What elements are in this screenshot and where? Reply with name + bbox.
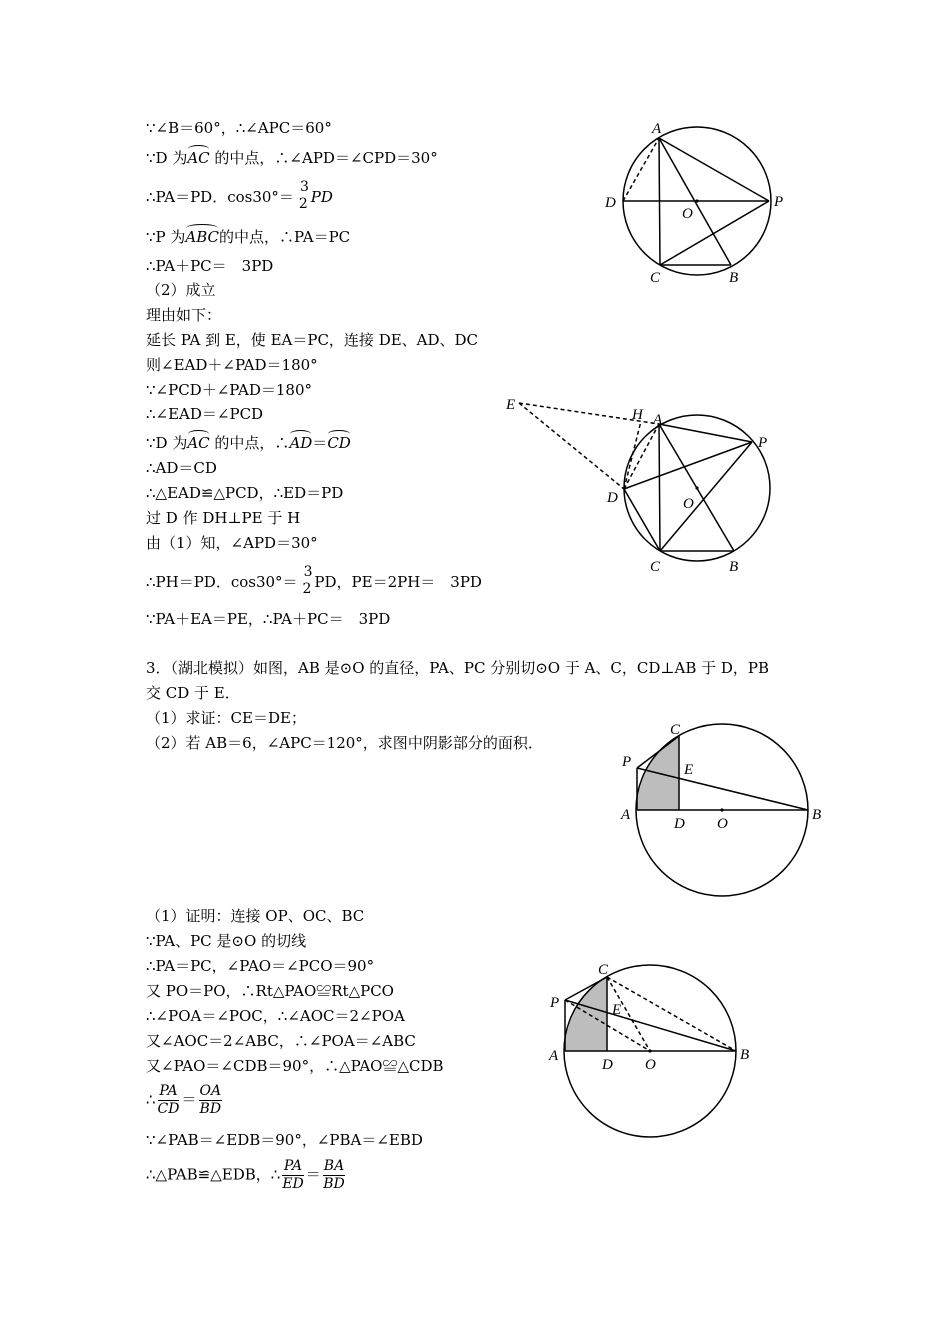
problem-statement: （1）求证：CE＝DE； — [146, 709, 306, 727]
label-P: P — [758, 435, 768, 451]
label-B: B — [740, 1047, 750, 1063]
label-E: E — [684, 762, 694, 778]
label-P: P — [774, 194, 784, 210]
text-line: ∴PH＝PD．cos30°＝32 PD，PE＝2PH＝ 3PD — [146, 564, 482, 597]
text-line: 又 PO＝PO，∴Rt△PAO≌Rt△PCO — [146, 982, 394, 1000]
label-O: O — [683, 496, 694, 512]
label-O: O — [645, 1057, 656, 1073]
label-C: C — [650, 270, 661, 286]
label-C: C — [650, 559, 661, 575]
text-line: 又∠PAO＝∠CDB＝90°，∴△PAO≌△CDB — [146, 1057, 444, 1075]
problem-statement: 交 CD 于 E． — [146, 684, 240, 702]
text-line: ∴PA＝PD．cos30°＝32 PD — [146, 179, 333, 212]
label-B: B — [729, 559, 739, 575]
problem-statement: 3．（湖北模拟）如图，AB 是⊙O 的直径，PA、PC 分别切⊙O 于 A、C，CD⊥AB 于 D，PB — [146, 659, 770, 677]
label-E: E — [612, 1002, 622, 1018]
label-O: O — [682, 206, 693, 222]
label-P: P — [550, 995, 560, 1011]
fraction-line: ∴△PAB≌△EDB，∴ $\frac{PA}{ED}$ ＝ $\frac{BA}{BD}$ — [146, 1158, 345, 1192]
label-A: A — [652, 121, 662, 137]
text-line: 理由如下： — [146, 306, 222, 324]
label-P: P — [622, 754, 632, 770]
label-B: B — [812, 807, 822, 823]
text-line: ∵∠PCD＋∠PAD＝180° — [146, 381, 312, 399]
text-line: 延长 PA 到 E，使 EA＝PC，连接 DE、AD、DC — [146, 331, 479, 349]
text-line: ∴△EAD≌△PCD，∴ED＝PD — [146, 484, 344, 502]
text-line: ∵PA、PC 是⊙O 的切线 — [146, 932, 307, 950]
label-H: H — [632, 407, 643, 423]
label-C: C — [598, 962, 609, 978]
label-D: D — [605, 195, 616, 211]
figure-2 — [519, 403, 770, 561]
fraction-line: ∴ $\frac{PA}{CD}$ ＝ $\frac{OA}{BD}$ — [146, 1083, 222, 1117]
label-A: A — [549, 1048, 559, 1064]
text-line: 过 D 作 DH⊥PE 于 H — [146, 509, 301, 527]
label-D: D — [607, 490, 618, 506]
text-line: 则∠EAD＋∠PAD＝180° — [146, 356, 318, 374]
text-line: 又∠AOC＝2∠ABC，∴∠POA＝∠ABC — [146, 1032, 416, 1050]
text-line: ∵P 为ABC的中点，∴PA＝PC — [146, 228, 351, 246]
text-line: （2）成立 — [146, 281, 216, 299]
label-O: O — [717, 816, 728, 832]
label-B: B — [729, 270, 739, 286]
text-line: （1）证明：连接 OP、OC、BC — [146, 907, 365, 925]
label-C: C — [670, 722, 681, 738]
label-E: E — [506, 397, 516, 413]
text-line: ∵PA＋EA＝PE，∴PA＋PC＝ 3PD — [146, 610, 391, 628]
problem-statement: （2）若 AB＝6，∠APC＝120°，求图中阴影部分的面积． — [146, 734, 543, 752]
text-line: ∵D 为AC 的中点，∴∠APD＝∠CPD＝30° — [146, 149, 438, 167]
label-A: A — [621, 807, 631, 823]
label-A: A — [653, 412, 663, 428]
text-line: ∴PA＋PC＝ 3PD — [146, 257, 274, 275]
text-line: ∴∠POA＝∠POC，∴∠AOC＝2∠POA — [146, 1007, 405, 1025]
label-D: D — [674, 816, 685, 832]
text-line: ∵D 为AC 的中点，∴AD＝CD — [146, 434, 351, 452]
text-line: ∵∠PAB＝∠EDB＝90°，∠PBA＝∠EBD — [146, 1131, 423, 1149]
text-line: ∴AD＝CD — [146, 459, 217, 477]
text-line: ∴PA＝PC，∠PAO＝∠PCO＝90° — [146, 957, 375, 975]
label-D: D — [602, 1057, 613, 1073]
text-line: ∵∠B＝60°，∴∠APC＝60° — [146, 119, 332, 137]
text-line: 由（1）知，∠APD＝30° — [146, 534, 318, 552]
text-line: ∴∠EAD＝∠PCD — [146, 405, 264, 423]
